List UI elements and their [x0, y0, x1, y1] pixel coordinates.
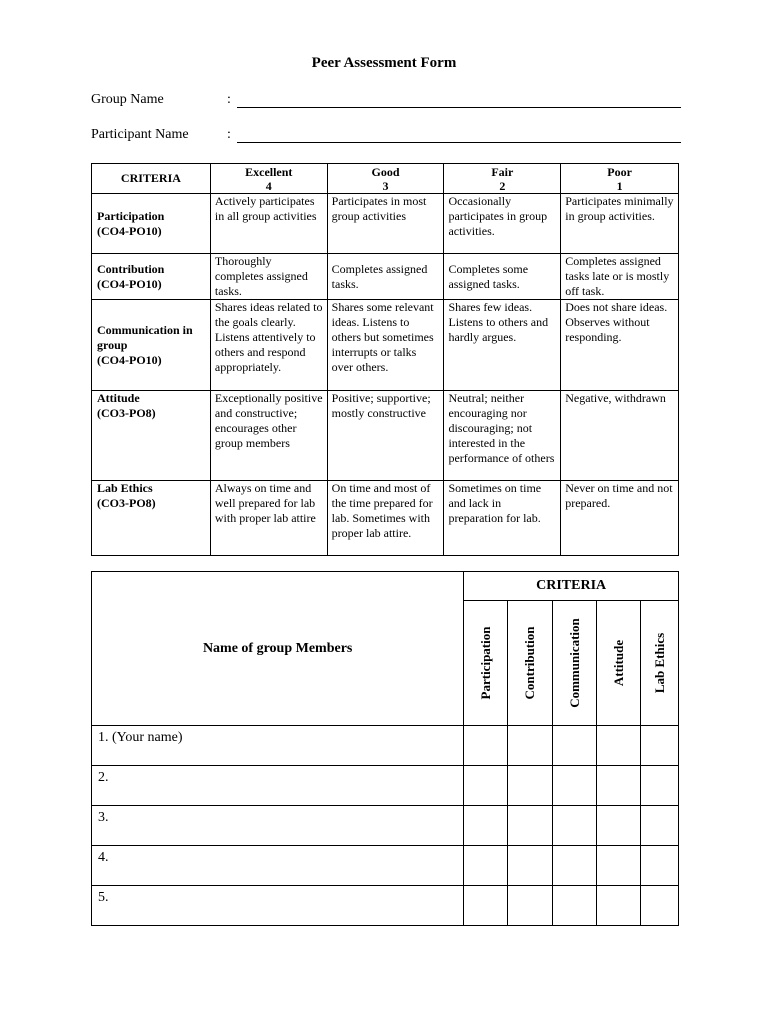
member-row-5 [92, 886, 679, 926]
score-cell-communication[interactable] [553, 886, 597, 926]
good-description: On time and most of the time prepared for lab. Sometimes with proper lab attire. [327, 481, 444, 556]
rubric-row-participation [92, 194, 679, 254]
score-cell-lab-ethics[interactable] [641, 886, 679, 926]
score-cell-attitude[interactable] [597, 886, 641, 926]
participant-name-field[interactable] [91, 127, 681, 147]
poor-description: Negative, withdrawn [561, 391, 679, 481]
level-score: 2 [499, 178, 506, 193]
member-row-4 [92, 846, 679, 886]
criteria-column-label: Attitude [610, 639, 626, 687]
score-cell-contribution[interactable] [508, 886, 553, 926]
level-score: 4 [265, 178, 272, 193]
poor-description: Does not share ideas. Observes without responding. [561, 300, 679, 391]
score-cell-attitude[interactable] [597, 806, 641, 846]
group-name-blank-line[interactable] [237, 107, 681, 108]
fair-description: Occasionally participates in group activities. [444, 194, 561, 254]
level-fair-header [444, 164, 561, 194]
criterion-label: Participation (CO4-PO10) [92, 194, 211, 254]
group-name-colon: : [227, 92, 231, 107]
rubric-row-lab-ethics [92, 481, 679, 556]
excellent-description: Thoroughly completes assigned tasks. [210, 254, 327, 300]
score-cell-lab-ethics[interactable] [641, 846, 679, 886]
fair-description: Sometimes on time and lack in preparation for lab. [444, 481, 561, 556]
score-cell-participation[interactable] [464, 846, 508, 886]
criteria-column-label: Participation [477, 626, 493, 700]
score-cell-attitude[interactable] [597, 846, 641, 886]
good-description: Completes assigned tasks. [327, 254, 444, 300]
criterion-label: Attitude (CO3-PO8) [92, 391, 211, 481]
poor-description: Never on time and not prepared. [561, 481, 679, 556]
form-title: Peer Assessment Form [311, 55, 457, 71]
criteria-column-label: Communication [566, 618, 582, 708]
score-cell-contribution[interactable] [508, 726, 553, 766]
excellent-description: Shares ideas related to the goals clearly. Listens attentively to others and respond appropriately. [210, 300, 327, 391]
poor-description: Participates minimally in group activities. [561, 194, 679, 254]
score-cell-contribution[interactable] [508, 846, 553, 886]
score-cell-communication[interactable] [553, 766, 597, 806]
level-score: 3 [382, 178, 389, 193]
score-cell-attitude[interactable] [597, 726, 641, 766]
member-row-1 [92, 726, 679, 766]
criteria-column-label: Lab Ethics [651, 632, 667, 694]
score-cell-communication[interactable] [553, 806, 597, 846]
member-name-cell[interactable]: 5. [92, 886, 464, 926]
participant-name-blank-line[interactable] [237, 142, 681, 143]
participant-name-label: Participant Name [91, 127, 189, 142]
excellent-description: Exceptionally positive and constructive; encourages other group members [210, 391, 327, 481]
score-cell-participation[interactable] [464, 886, 508, 926]
criteria-column-label: Contribution [522, 626, 538, 700]
members-criteria-header-row [92, 572, 679, 601]
rubric-row-communication [92, 300, 679, 391]
score-cell-participation[interactable] [464, 806, 508, 846]
score-cell-participation[interactable] [464, 766, 508, 806]
score-cell-lab-ethics[interactable] [641, 726, 679, 766]
rubric-table [91, 163, 679, 556]
group-name-field[interactable] [91, 92, 681, 112]
fair-description: Neutral; neither encouraging nor discouraging; not interested in the performance of others [444, 391, 561, 481]
level-name: Poor [607, 164, 632, 179]
score-cell-attitude[interactable] [597, 766, 641, 806]
criteria-column-participation [464, 601, 508, 726]
group-name-label: Group Name [91, 92, 164, 107]
score-cell-participation[interactable] [464, 726, 508, 766]
level-poor-header [561, 164, 679, 194]
name-of-members-header: Name of group Members [92, 572, 464, 726]
level-name: Fair [491, 164, 514, 179]
member-name-cell[interactable]: 2. [92, 766, 464, 806]
poor-description: Completes assigned tasks late or is mostly off task. [561, 254, 679, 300]
excellent-description: Actively participates in all group activities [210, 194, 327, 254]
member-row-2 [92, 766, 679, 806]
good-description: Positive; supportive; mostly constructive [327, 391, 444, 481]
level-excellent-header [210, 164, 327, 194]
participant-name-colon: : [227, 127, 231, 142]
score-cell-contribution[interactable] [508, 806, 553, 846]
member-row-3 [92, 806, 679, 846]
good-description: Participates in most group activities [327, 194, 444, 254]
criterion-label: Communication in group (CO4-PO10) [92, 300, 211, 391]
member-name-cell[interactable]: 1. (Your name) [92, 726, 464, 766]
level-name: Good [371, 164, 400, 179]
criteria-column-communication [553, 601, 597, 726]
rubric-row-contribution [92, 254, 679, 300]
rubric-row-attitude [92, 391, 679, 481]
level-name: Excellent [245, 164, 293, 179]
member-name-cell[interactable]: 3. [92, 806, 464, 846]
member-name-cell[interactable]: 4. [92, 846, 464, 886]
criteria-column-lab-ethics [641, 601, 679, 726]
criteria-column-contribution [508, 601, 553, 726]
criteria-column-attitude [597, 601, 641, 726]
rubric-header-row [92, 164, 679, 194]
score-cell-communication[interactable] [553, 846, 597, 886]
members-criteria-header: CRITERIA [464, 572, 679, 601]
fair-description: Shares few ideas. Listens to others and hardly argues. [444, 300, 561, 391]
score-cell-lab-ethics[interactable] [641, 806, 679, 846]
criterion-label: Lab Ethics (CO3-PO8) [92, 481, 211, 556]
criterion-label: Contribution (CO4-PO10) [92, 254, 211, 300]
good-description: Shares some relevant ideas. Listens to others but sometimes interrupts or talks over others. [327, 300, 444, 391]
score-cell-lab-ethics[interactable] [641, 766, 679, 806]
rubric-criteria-header: CRITERIA [92, 164, 211, 194]
score-cell-contribution[interactable] [508, 766, 553, 806]
excellent-description: Always on time and well prepared for lab with proper lab attire [210, 481, 327, 556]
level-good-header [327, 164, 444, 194]
fair-description: Completes some assigned tasks. [444, 254, 561, 300]
member-scoring-table [91, 571, 679, 926]
score-cell-communication[interactable] [553, 726, 597, 766]
level-score: 1 [616, 178, 623, 193]
